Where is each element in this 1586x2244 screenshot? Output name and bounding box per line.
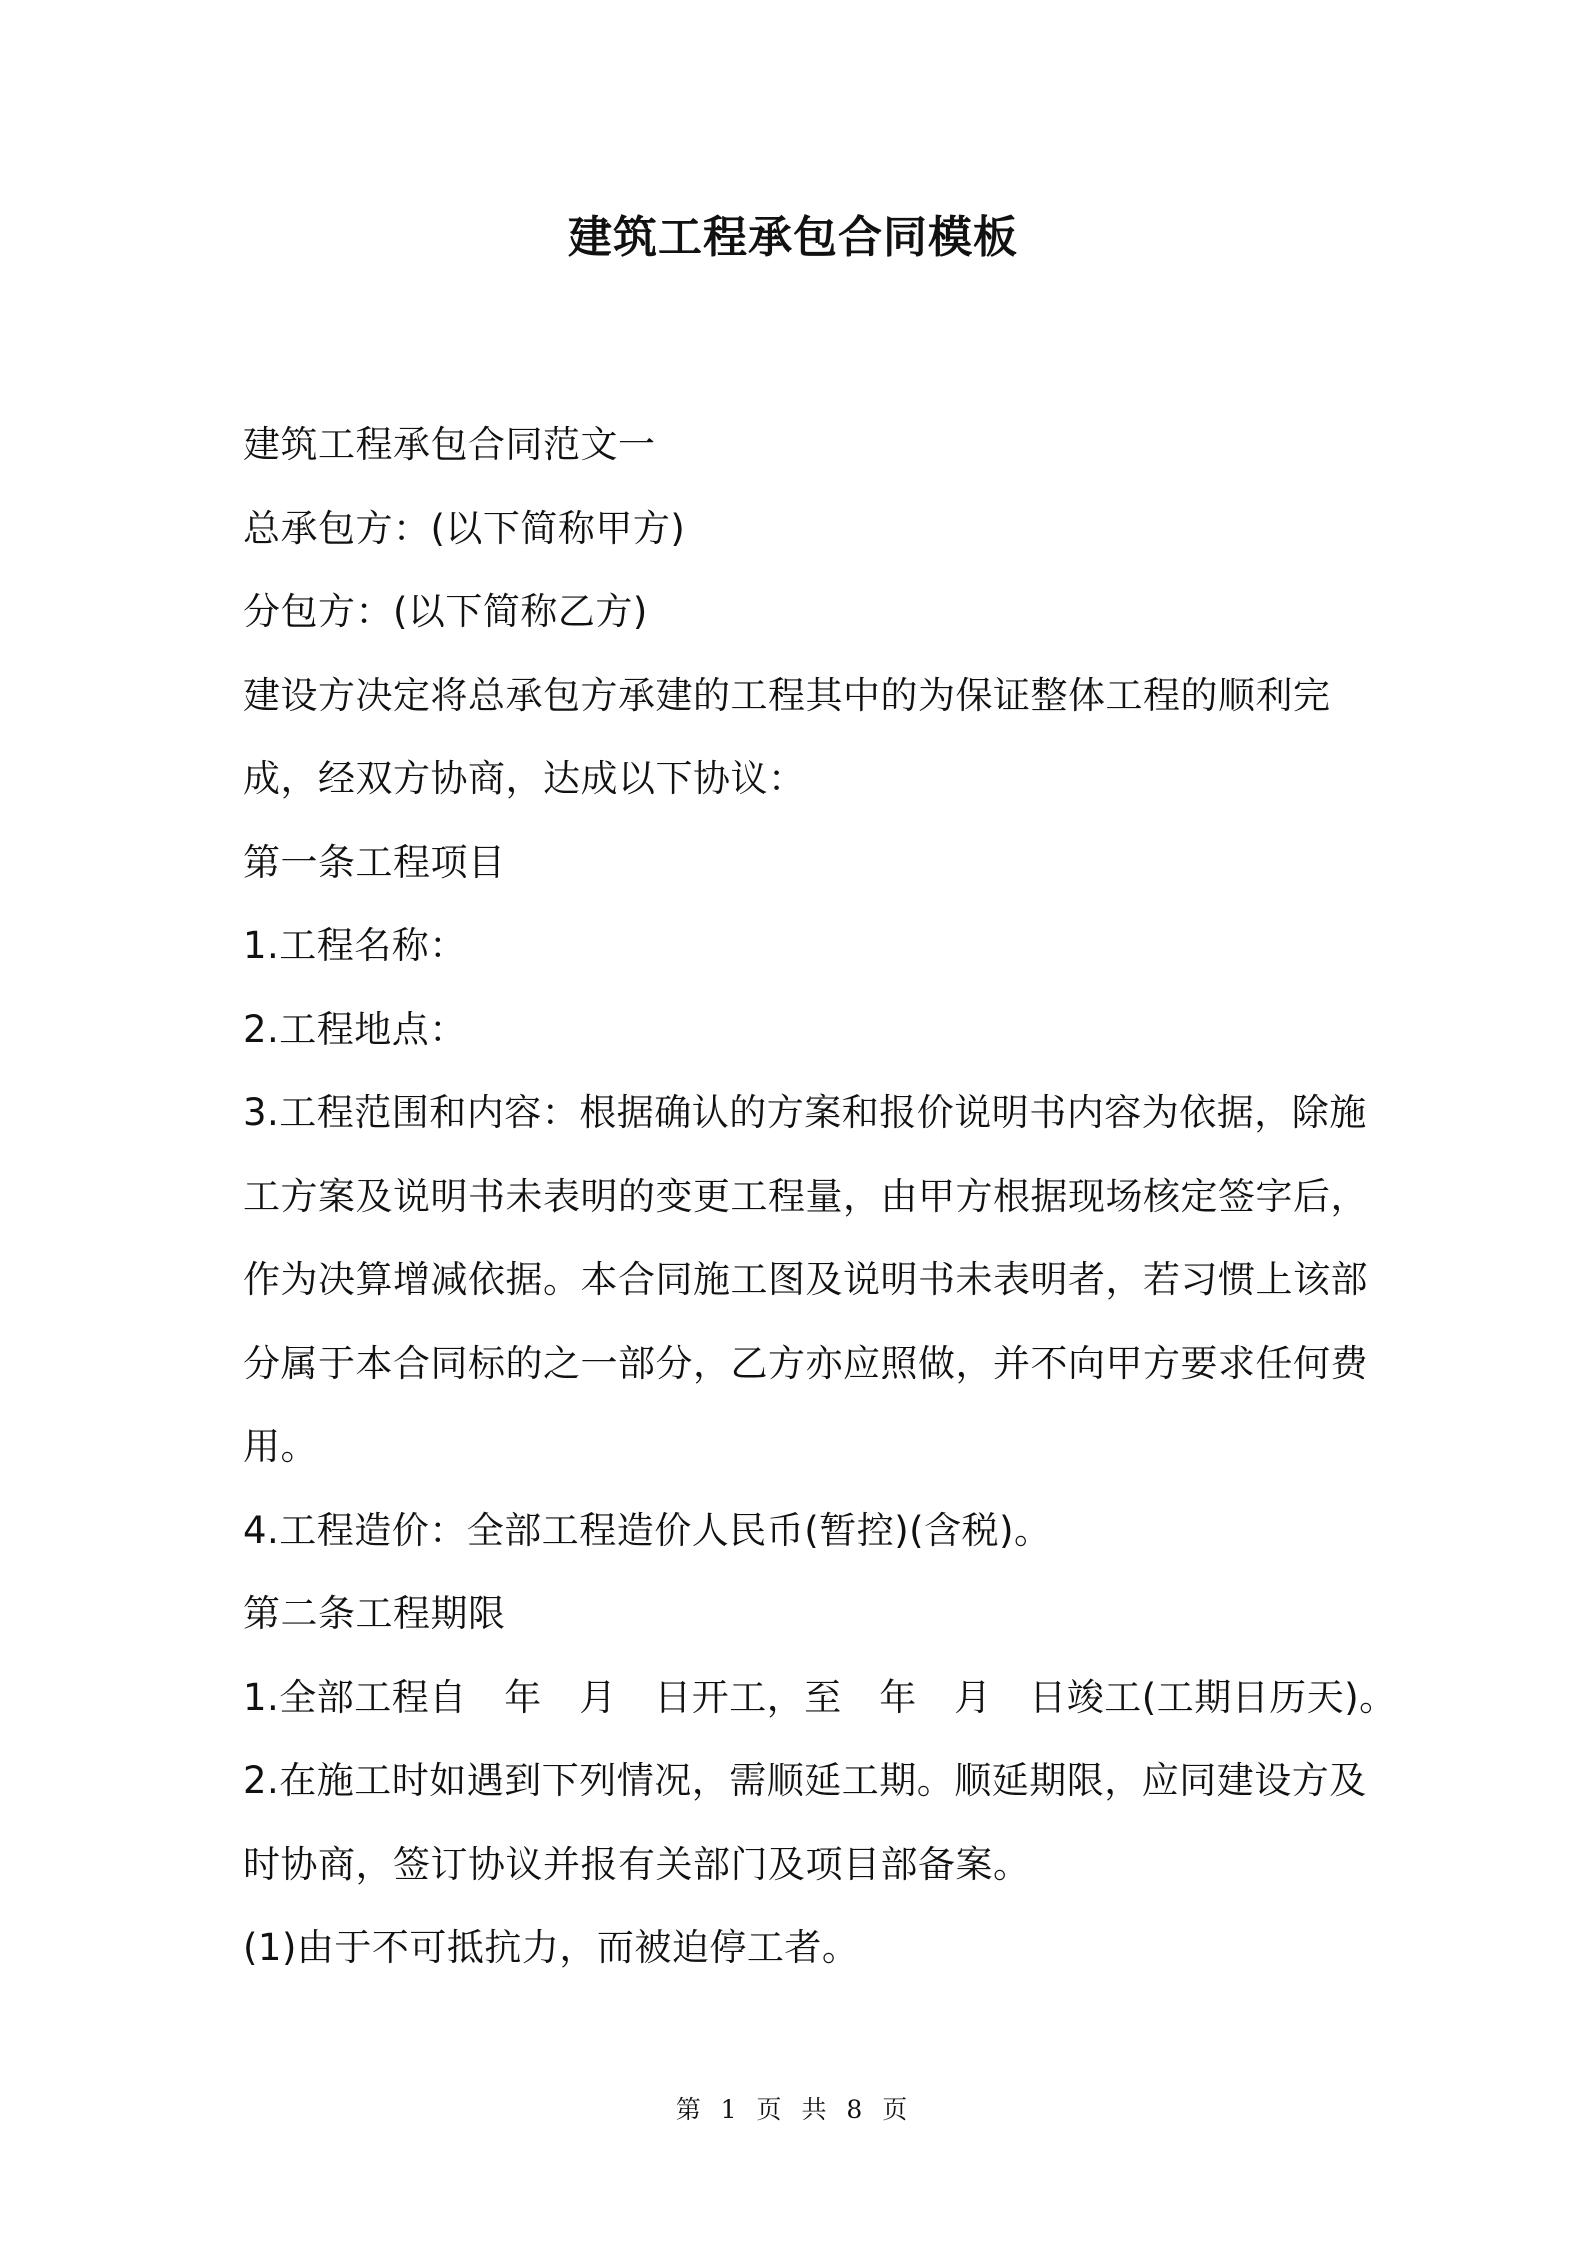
paragraph-line: 2.在施工时如遇到下列情况，需顺延工期。顺延期限，应同建设方及 (243, 1759, 1367, 1802)
paragraph-line: 1.全部工程自 年 月 日开工，至 年 月 日竣工(工期日历天)。 (243, 1675, 1397, 1719)
paragraph-line: 时协商，签订协议并报有关部门及项目部备案。 (243, 1842, 1031, 1886)
paragraph-line: 建设方决定将总承包方承建的工程其中的为保证整体工程的顺利完 (243, 673, 1331, 717)
paragraph-line: 成，经双方协商，达成以下协议： (243, 757, 806, 800)
paragraph-line: 总承包方：(以下简称甲方) (243, 506, 686, 550)
paragraph-line: 2.工程地点： (243, 1007, 467, 1051)
section-heading: 建筑工程承包合同范文一 (243, 423, 656, 466)
article-heading: 第二条工程期限 (243, 1592, 506, 1635)
article-heading: 第一条工程项目 (243, 840, 506, 884)
paragraph-line: 4.工程造价：全部工程造价人民币(暂控)(含税)。 (243, 1508, 1052, 1552)
document-title: 建筑工程承包合同模板 (568, 212, 1018, 263)
paragraph-line: 分属于本合同标的之一部分，乙方亦应照做，并不向甲方要求任何费 (243, 1341, 1368, 1385)
document-body (243, 403, 1397, 1990)
paragraph-line: 用。 (243, 1425, 318, 1468)
page-number-footer: 第 1 页 共 8 页 (675, 2095, 911, 2124)
paragraph-line: 3.工程范围和内容：根据确认的方案和报价说明书内容为依据，除施 (243, 1091, 1367, 1134)
paragraph-line: (1)由于不可抵抗力，而被迫停工者。 (243, 1926, 860, 1969)
paragraph-line: 1.工程名称： (243, 924, 467, 967)
paragraph-line: 作为决算增减依据。本合同施工图及说明书未表明者，若习惯上该部 (243, 1258, 1368, 1301)
paragraph-line: 工方案及说明书未表明的变更工程量，由甲方根据现场核定签字后， (243, 1174, 1368, 1218)
paragraph-line: 分包方：(以下简称乙方) (243, 590, 648, 633)
